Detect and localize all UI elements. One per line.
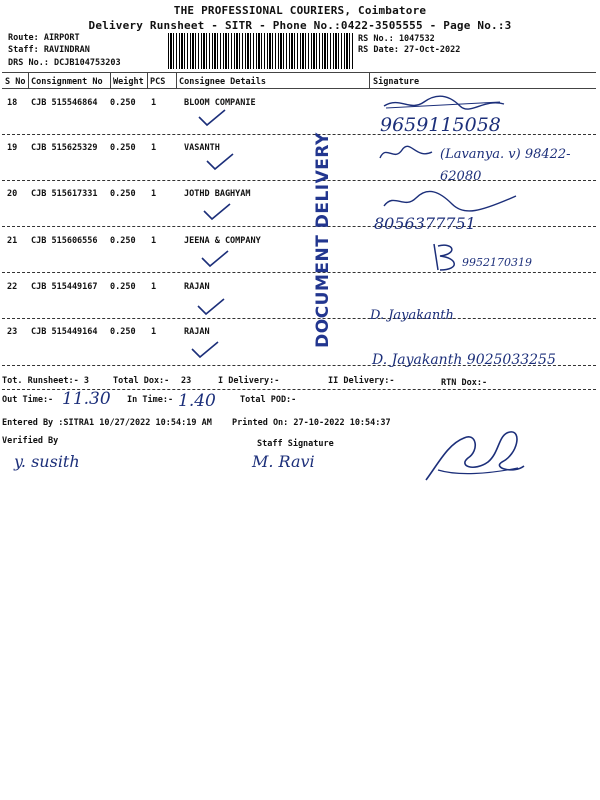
barcode-image	[168, 33, 354, 69]
row-consignment: CJB 515449167	[31, 282, 98, 292]
row-divider	[2, 318, 596, 319]
signature-phone: 9659115058	[380, 114, 501, 136]
drs-number: DRS No.: DCJB104753203	[8, 58, 121, 68]
in-time-value: 1.40	[178, 391, 216, 411]
second-delivery-label: II Delivery:-	[328, 376, 395, 386]
row-divider	[2, 226, 596, 227]
checkmark-icon	[205, 152, 235, 172]
entered-by: Entered By :SITRA1 10/27/2022 10:54:19 AM	[2, 418, 212, 428]
customer-signature-scribble	[418, 424, 528, 490]
rs-number: RS No.: 1047532	[358, 34, 435, 44]
row-consignee: BLOOM COMPANIE	[184, 98, 256, 108]
row-weight: 0.250	[110, 282, 136, 292]
rtn-dox-label: RTN Dox:-	[441, 378, 488, 388]
row-sno: 19	[7, 143, 18, 153]
row-consignee: RAJAN	[184, 282, 210, 292]
row-consignee: JEENA & COMPANY	[184, 236, 261, 246]
column-header-pcs: PCS	[150, 77, 166, 87]
runsheet-subtitle: Delivery Runsheet - SITR - Phone No.:0422-3505555 - Page No.:3	[88, 19, 512, 32]
row-weight: 0.250	[110, 143, 136, 153]
rs-date: RS Date: 27-Oct-2022	[358, 45, 461, 55]
row-weight: 0.250	[110, 327, 136, 337]
row-consignee: JOTHD BAGHYAM	[184, 189, 251, 199]
total-pod-label: Total POD:-	[240, 395, 297, 405]
row-sno: 20	[7, 189, 18, 199]
signature-scribble	[380, 188, 520, 214]
row-sno: 22	[7, 282, 18, 292]
in-time-label: In Time:-	[127, 395, 174, 405]
first-delivery-label: I Delivery:-	[218, 376, 280, 386]
row-divider	[2, 134, 596, 135]
table-top-border	[2, 72, 596, 73]
signature-scribble	[380, 92, 510, 116]
table-header-border	[2, 88, 596, 89]
row-weight: 0.250	[110, 189, 136, 199]
row-consignment: CJB 515449164	[31, 327, 98, 337]
column-header-weight: Weight	[113, 77, 144, 87]
row-consignment: CJB 515606556	[31, 236, 98, 246]
row-consignment: CJB 515625329	[31, 143, 98, 153]
row-sno: 18	[7, 98, 18, 108]
row-sno: 21	[7, 236, 18, 246]
column-header-consignment: Consignment No	[31, 77, 103, 87]
out-time-label: Out Time:-	[2, 395, 54, 405]
row-pcs: 1	[151, 282, 157, 292]
staff-signature-label: Staff Signature	[257, 439, 334, 449]
row-pcs: 1	[151, 143, 157, 153]
signature-phone: 8056377751	[374, 214, 476, 233]
signature-scribble	[376, 142, 436, 164]
signature-name-phone: D. Jayakanth 9025033255	[372, 352, 556, 368]
row-consignment: CJB 515546864	[31, 98, 98, 108]
total-dox-label: Total Dox:-	[113, 376, 170, 386]
staff-label: Staff: RAVINDRAN	[8, 45, 90, 55]
route-label: Route: AIRPORT	[8, 33, 80, 43]
verified-signature: y. susith	[14, 452, 80, 471]
column-divider	[147, 72, 148, 88]
row-pcs: 1	[151, 236, 157, 246]
signature-phone: 9952170319	[462, 256, 532, 269]
printed-on: Printed On: 27-10-2022 10:54:37	[232, 418, 391, 428]
verified-by-label: Verified By	[2, 436, 59, 446]
total-dox-value: 23	[181, 376, 192, 386]
checkmark-icon	[197, 108, 227, 128]
column-header-signature: Signature	[373, 77, 420, 87]
row-weight: 0.250	[110, 98, 136, 108]
checkmark-icon	[200, 249, 230, 269]
column-divider	[110, 72, 111, 88]
checkmark-icon	[196, 297, 226, 317]
row-pcs: 1	[151, 98, 157, 108]
row-divider	[2, 272, 596, 273]
column-divider	[28, 72, 29, 88]
row-pcs: 1	[151, 189, 157, 199]
row-pcs: 1	[151, 327, 157, 337]
column-divider	[369, 72, 370, 88]
document-delivery-stamp: DOCUMENT DELIVERY	[313, 132, 333, 348]
staff-signature: M. Ravi	[252, 452, 315, 471]
column-header-sno: S No	[5, 77, 26, 87]
out-time-value: 11.30	[62, 389, 111, 409]
total-runsheet: Tot. Runsheet:- 3	[2, 376, 89, 386]
row-consignee: VASANTH	[184, 143, 220, 153]
company-title: THE PROFESSIONAL COURIERS, Coimbatore	[173, 4, 427, 17]
row-weight: 0.250	[110, 236, 136, 246]
checkmark-icon	[190, 340, 220, 360]
column-header-consignee: Consignee Details	[179, 77, 266, 87]
row-consignment: CJB 515617331	[31, 189, 98, 199]
column-divider	[176, 72, 177, 88]
row-consignee: RAJAN	[184, 327, 210, 337]
signature-note: (Lavanya. v) 98422-62080	[440, 147, 571, 184]
row-sno: 23	[7, 327, 18, 337]
signature-name: D. Jayakanth	[370, 308, 454, 323]
checkmark-icon	[202, 202, 232, 222]
